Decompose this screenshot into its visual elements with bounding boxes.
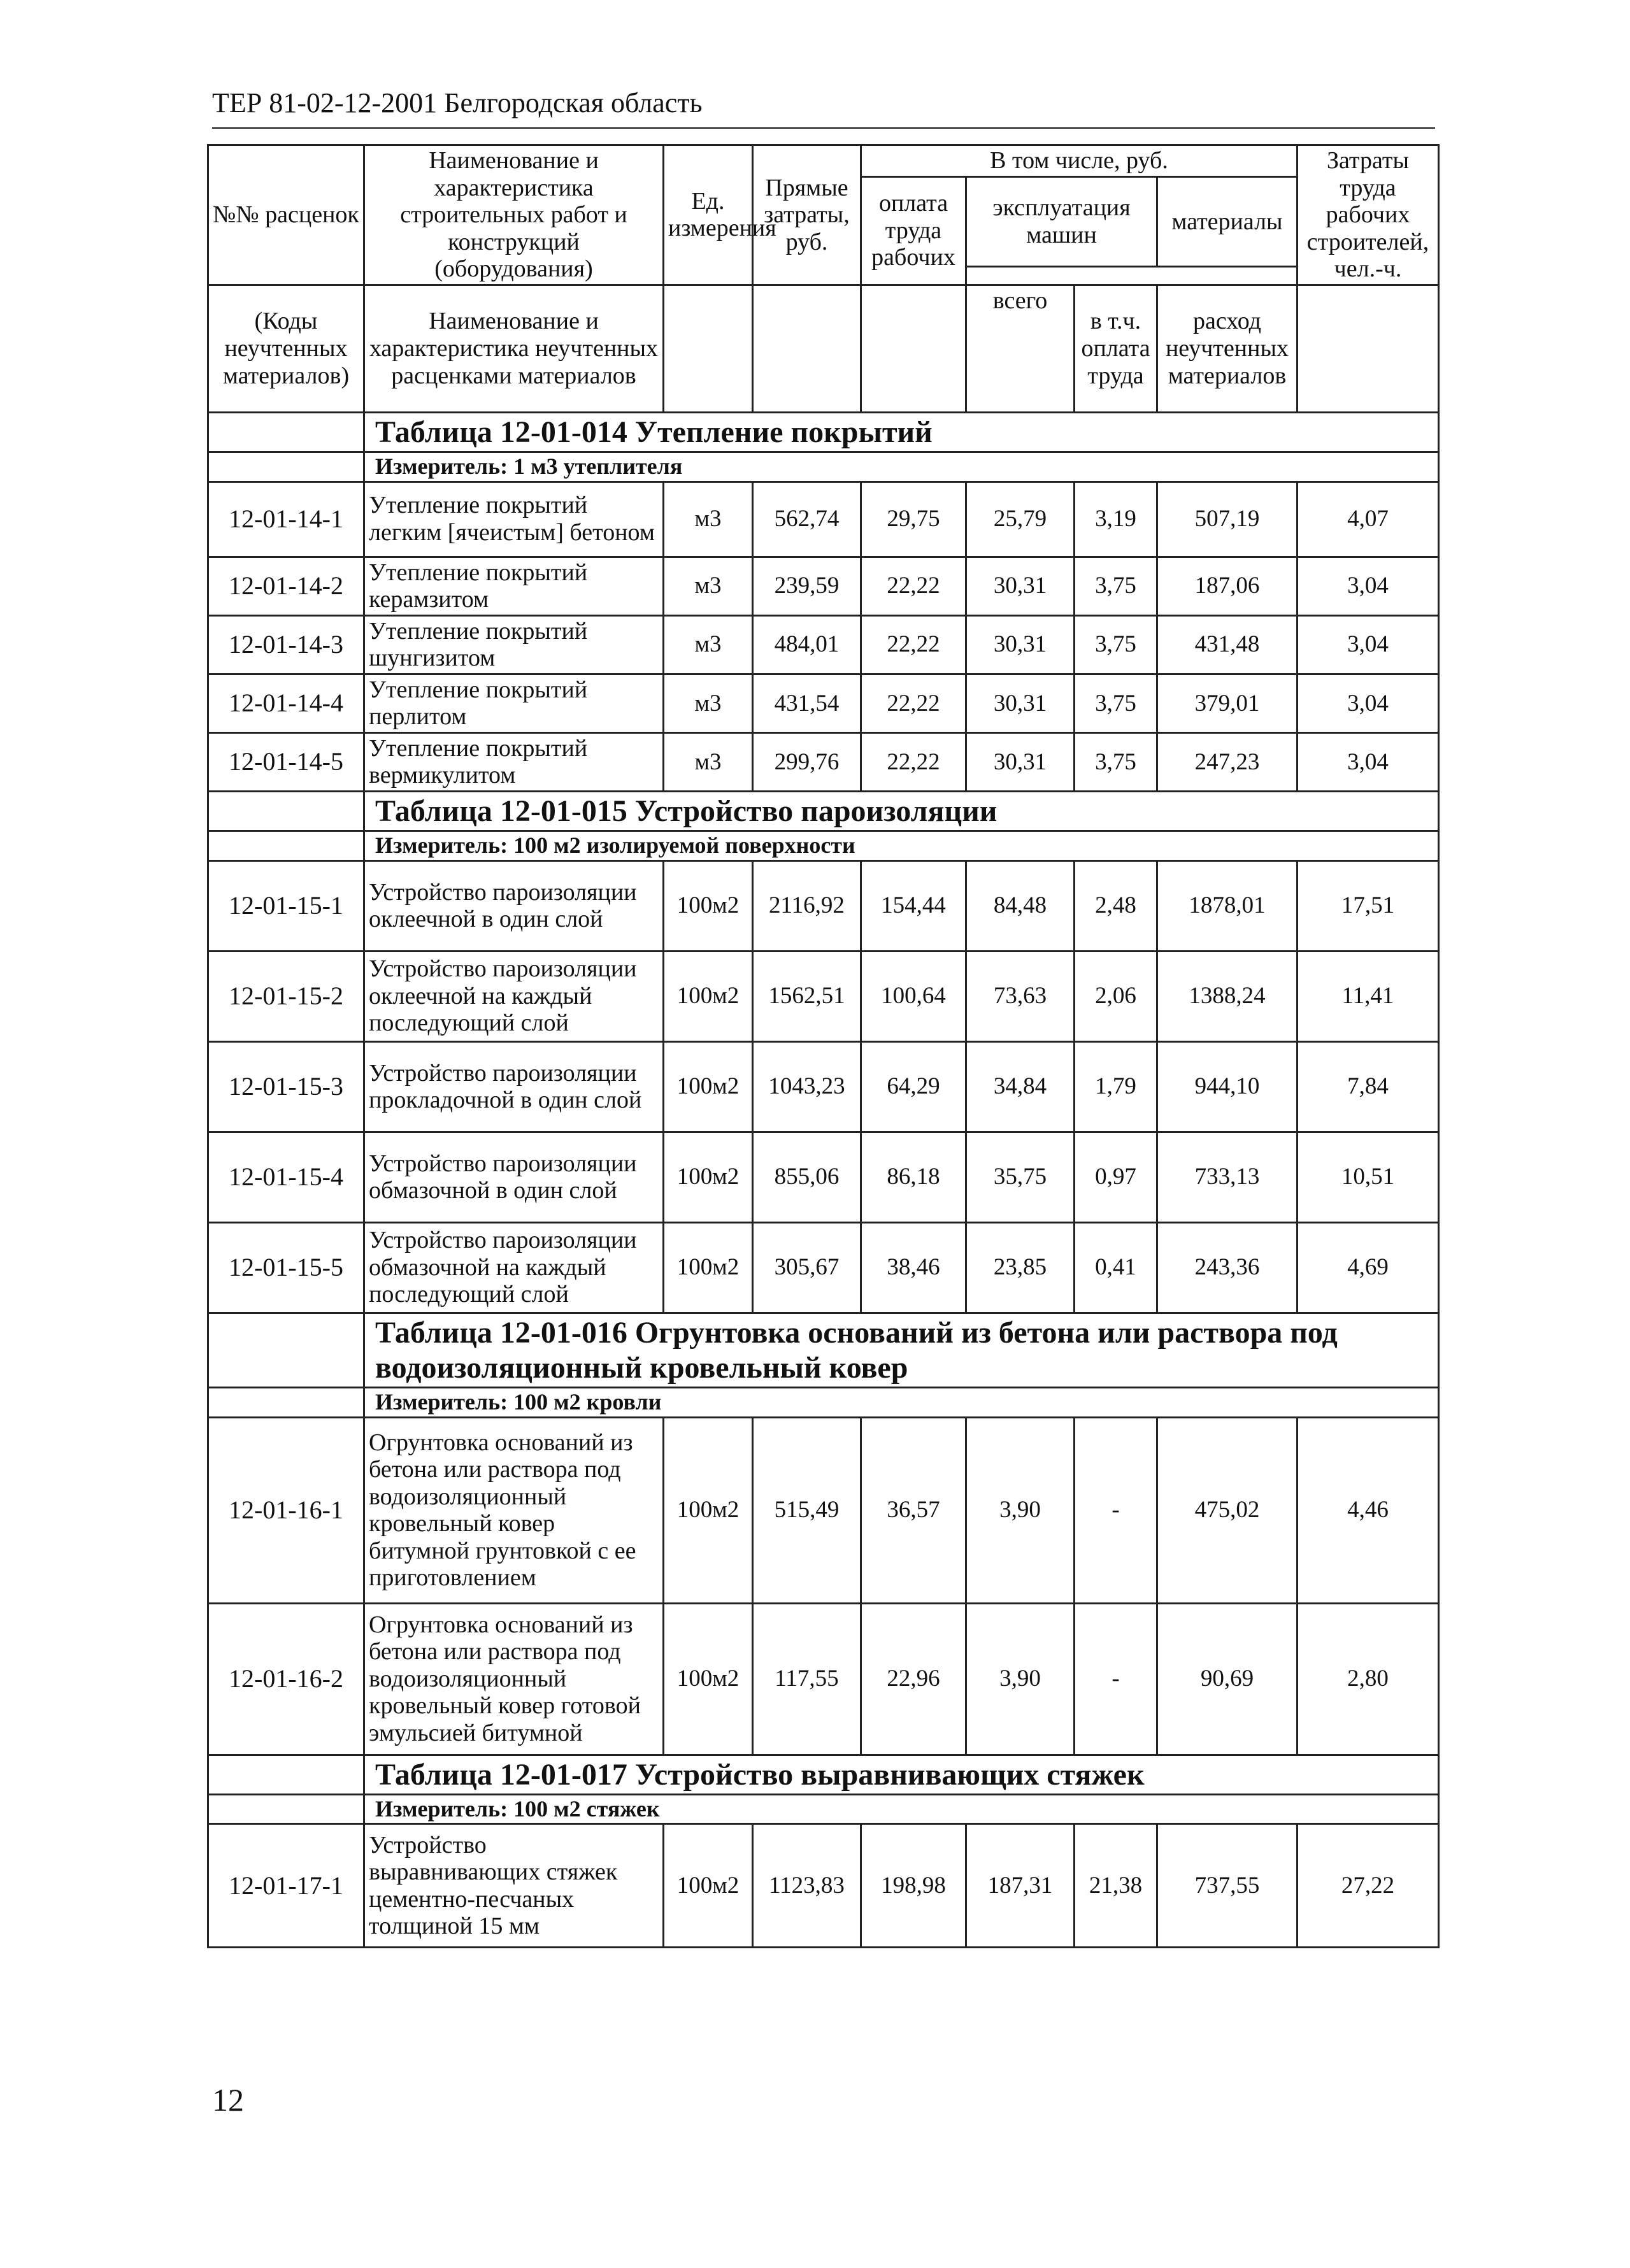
table-row — [208, 1222, 1439, 1313]
section-code-blank — [208, 791, 364, 831]
section-title: Таблица 12-01-016 Огрунтовка оснований из бетона или раствора под водоизоляционный кровельный ковер — [364, 1313, 1439, 1387]
rate-code: 12-01-14-3 — [208, 615, 364, 674]
cell-unit: м3 — [664, 557, 753, 615]
cell-labor: 7,84 — [1298, 1041, 1439, 1132]
cell-unit: 100м2 — [664, 1603, 753, 1755]
cell-mach: 35,75 — [966, 1132, 1075, 1222]
header-rule — [212, 127, 1435, 129]
col-header-code: №№ расценок — [208, 145, 364, 285]
col-header-name-sub: Наименование и характеристика неучтенных расценками материалов — [364, 285, 664, 412]
cell-unit: м3 — [664, 481, 753, 557]
section-code-blank — [208, 831, 364, 861]
cell-wage: 38,46 — [861, 1222, 966, 1313]
cell-direct: 239,59 — [753, 557, 861, 615]
section-title: Таблица 12-01-014 Утепление покрытий — [364, 412, 1439, 452]
col-header-name: Наименование и характеристика строительных работ и конструкций (оборудования) — [364, 145, 664, 285]
cell-labor: 11,41 — [1298, 951, 1439, 1041]
cell-unit: 100м2 — [664, 1222, 753, 1313]
section-measure: Измеритель: 100 м2 кровли — [364, 1388, 1439, 1418]
cell-mat: 737,55 — [1157, 1824, 1298, 1948]
cell-mat: 243,36 — [1157, 1222, 1298, 1313]
cell-mach-wage: 0,41 — [1075, 1222, 1157, 1313]
col-header-wage: оплата труда рабочих — [861, 176, 966, 285]
cell-labor: 3,04 — [1298, 732, 1439, 791]
col-header-labor: Затраты труда рабочих строителей, чел.-ч. — [1298, 145, 1439, 285]
rate-code: 12-01-15-2 — [208, 951, 364, 1041]
section-measure: Измеритель: 1 м3 утеплителя — [364, 452, 1439, 481]
cell-mat: 507,19 — [1157, 481, 1298, 557]
table-row — [208, 732, 1439, 791]
table-row — [208, 674, 1439, 732]
cell-unit: м3 — [664, 615, 753, 674]
cell-mach-wage: - — [1075, 1417, 1157, 1603]
col-header-code-sub: (Коды неучтенных материалов) — [208, 285, 364, 412]
cell-mach: 34,84 — [966, 1041, 1075, 1132]
rate-code: 12-01-14-4 — [208, 674, 364, 732]
cell-mat: 187,06 — [1157, 557, 1298, 615]
col-header-mach-all: всего — [966, 285, 1075, 412]
cell-labor: 17,51 — [1298, 860, 1439, 951]
cell-mach: 30,31 — [966, 674, 1075, 732]
cell-direct: 117,55 — [753, 1603, 861, 1755]
cell-labor: 2,80 — [1298, 1603, 1439, 1755]
work-name: Огрунтовка оснований из бетона или раствора под водоизоляционный кровельный ковер готовой эмульсией битумной — [364, 1603, 664, 1755]
cell-mat: 475,02 — [1157, 1417, 1298, 1603]
cell-wage: 86,18 — [861, 1132, 966, 1222]
rate-code: 12-01-15-3 — [208, 1041, 364, 1132]
rate-code: 12-01-14-1 — [208, 481, 364, 557]
cell-mach: 30,31 — [966, 732, 1075, 791]
table-row — [208, 1041, 1439, 1132]
cell-unit: м3 — [664, 674, 753, 732]
rate-code: 12-01-17-1 — [208, 1824, 364, 1948]
table-row — [208, 1132, 1439, 1222]
cell-wage: 22,22 — [861, 674, 966, 732]
cell-direct: 1043,23 — [753, 1041, 861, 1132]
cell-mach-wage: 3,75 — [1075, 732, 1157, 791]
cell-mach: 30,31 — [966, 615, 1075, 674]
table-row — [208, 1603, 1439, 1755]
cell-direct: 515,49 — [753, 1417, 861, 1603]
cell-unit: 100м2 — [664, 860, 753, 951]
cell-labor: 3,04 — [1298, 557, 1439, 615]
work-name: Утепление покрытий шунгизитом — [364, 615, 664, 674]
cell-mach: 73,63 — [966, 951, 1075, 1041]
cell-labor: 4,46 — [1298, 1417, 1439, 1603]
cell-wage: 22,22 — [861, 557, 966, 615]
cell-wage: 64,29 — [861, 1041, 966, 1132]
col-header-unit: Ед. измерения — [664, 145, 753, 285]
document-header: ТЕР 81-02-12-2001 Белгородская область — [212, 87, 703, 118]
cell-mat: 733,13 — [1157, 1132, 1298, 1222]
cell-mach-wage: 21,38 — [1075, 1824, 1157, 1948]
page-number: 12 — [212, 2082, 244, 2118]
cell-direct: 2116,92 — [753, 860, 861, 951]
cell-direct: 855,06 — [753, 1132, 861, 1222]
cell-mach-wage: 2,48 — [1075, 860, 1157, 951]
section-code-blank — [208, 452, 364, 481]
cell-direct: 1562,51 — [753, 951, 861, 1041]
work-name: Утепление покрытий перлитом — [364, 674, 664, 732]
cell-wage: 36,57 — [861, 1417, 966, 1603]
cell-direct: 484,01 — [753, 615, 861, 674]
cell-mach-wage: 3,75 — [1075, 615, 1157, 674]
cell-unit: 100м2 — [664, 1041, 753, 1132]
table-row — [208, 481, 1439, 557]
cell-unit: 100м2 — [664, 951, 753, 1041]
section-code-blank — [208, 1755, 364, 1794]
rate-code: 12-01-15-1 — [208, 860, 364, 951]
cell-wage: 100,64 — [861, 951, 966, 1041]
cell-mat: 247,23 — [1157, 732, 1298, 791]
table-row — [208, 1417, 1439, 1603]
cell-labor: 4,69 — [1298, 1222, 1439, 1313]
cell-wage: 22,22 — [861, 615, 966, 674]
section-code-blank — [208, 1388, 364, 1418]
cell-labor: 4,07 — [1298, 481, 1439, 557]
table-row — [208, 951, 1439, 1041]
cell-wage: 22,22 — [861, 732, 966, 791]
col-header-incl: В том числе, руб. — [861, 145, 1298, 177]
cell-direct: 431,54 — [753, 674, 861, 732]
col-header-mat-sub: расход неучтенных материалов — [1157, 285, 1298, 412]
rate-code: 12-01-14-2 — [208, 557, 364, 615]
cell-mach: 84,48 — [966, 860, 1075, 951]
cell-mach-wage: 0,97 — [1075, 1132, 1157, 1222]
cell-direct: 1123,83 — [753, 1824, 861, 1948]
work-name: Утепление покрытий керамзитом — [364, 557, 664, 615]
work-name: Утепление покрытий вермикулитом — [364, 732, 664, 791]
cell-mat: 90,69 — [1157, 1603, 1298, 1755]
section-code-blank — [208, 412, 364, 452]
col-header-mat: материалы — [1157, 176, 1298, 267]
cell-wage: 22,96 — [861, 1603, 966, 1755]
cell-mach-wage: 3,75 — [1075, 557, 1157, 615]
section-measure: Измеритель: 100 м2 стяжек — [364, 1794, 1439, 1824]
work-name: Утепление покрытий легким [ячеистым] бетоном — [364, 481, 664, 557]
work-name: Устройство пароизоляции обмазочной на каждый последующий слой — [364, 1222, 664, 1313]
section-measure: Измеритель: 100 м2 изолируемой поверхности — [364, 831, 1439, 861]
cell-labor: 3,04 — [1298, 674, 1439, 732]
work-name: Устройство выравнивающих стяжек цементно-песчаных толщиной 15 мм — [364, 1824, 664, 1948]
cell-mach: 30,31 — [966, 557, 1075, 615]
cell-mat: 379,01 — [1157, 674, 1298, 732]
section-code-blank — [208, 1794, 364, 1824]
section-code-blank — [208, 1313, 364, 1387]
table-row — [208, 615, 1439, 674]
table-row — [208, 557, 1439, 615]
cell-wage: 154,44 — [861, 860, 966, 951]
cell-mach-wage: 3,19 — [1075, 481, 1157, 557]
cell-wage: 29,75 — [861, 481, 966, 557]
cell-unit: м3 — [664, 732, 753, 791]
section-title: Таблица 12-01-017 Устройство выравнивающих стяжек — [364, 1755, 1439, 1794]
work-name: Устройство пароизоляции оклеечной в один слой — [364, 860, 664, 951]
cell-labor: 3,04 — [1298, 615, 1439, 674]
rate-code: 12-01-16-1 — [208, 1417, 364, 1603]
work-name: Устройство пароизоляции прокладочной в один слой — [364, 1041, 664, 1132]
cell-direct: 305,67 — [753, 1222, 861, 1313]
cell-mat: 944,10 — [1157, 1041, 1298, 1132]
rate-code: 12-01-16-2 — [208, 1603, 364, 1755]
col-header-mach: эксплуатация машин — [966, 176, 1157, 267]
cell-unit: 100м2 — [664, 1824, 753, 1948]
work-name: Устройство пароизоляции обмазочной в один слой — [364, 1132, 664, 1222]
cell-mat: 431,48 — [1157, 615, 1298, 674]
work-name: Устройство пароизоляции оклеечной на каждый последующий слой — [364, 951, 664, 1041]
cell-mach-wage: 2,06 — [1075, 951, 1157, 1041]
rate-code: 12-01-15-5 — [208, 1222, 364, 1313]
cell-mach-wage: 3,75 — [1075, 674, 1157, 732]
cell-mat: 1878,01 — [1157, 860, 1298, 951]
col-header-mach-wage: в т.ч. оплата труда — [1075, 285, 1157, 412]
cell-labor: 27,22 — [1298, 1824, 1439, 1948]
table-row — [208, 1824, 1439, 1948]
cell-mach-wage: 1,79 — [1075, 1041, 1157, 1132]
rate-code: 12-01-15-4 — [208, 1132, 364, 1222]
rate-code: 12-01-14-5 — [208, 732, 364, 791]
cell-mach: 25,79 — [966, 481, 1075, 557]
cell-mat: 1388,24 — [1157, 951, 1298, 1041]
cell-direct: 299,76 — [753, 732, 861, 791]
cell-wage: 198,98 — [861, 1824, 966, 1948]
cell-mach-wage: - — [1075, 1603, 1157, 1755]
section-title: Таблица 12-01-015 Устройство пароизоляции — [364, 791, 1439, 831]
cell-labor: 10,51 — [1298, 1132, 1439, 1222]
cell-mach: 3,90 — [966, 1417, 1075, 1603]
cell-mach: 187,31 — [966, 1824, 1075, 1948]
cell-unit: 100м2 — [664, 1132, 753, 1222]
work-name: Огрунтовка оснований из бетона или раствора под водоизоляционный кровельный ковер битумной грунтовкой с ее приготовлением — [364, 1417, 664, 1603]
table-row — [208, 860, 1439, 951]
col-header-direct: Прямые затраты, руб. — [753, 145, 861, 285]
cell-direct: 562,74 — [753, 481, 861, 557]
cell-mach: 3,90 — [966, 1603, 1075, 1755]
price-table — [207, 144, 1440, 1948]
cell-unit: 100м2 — [664, 1417, 753, 1603]
cell-mach: 23,85 — [966, 1222, 1075, 1313]
